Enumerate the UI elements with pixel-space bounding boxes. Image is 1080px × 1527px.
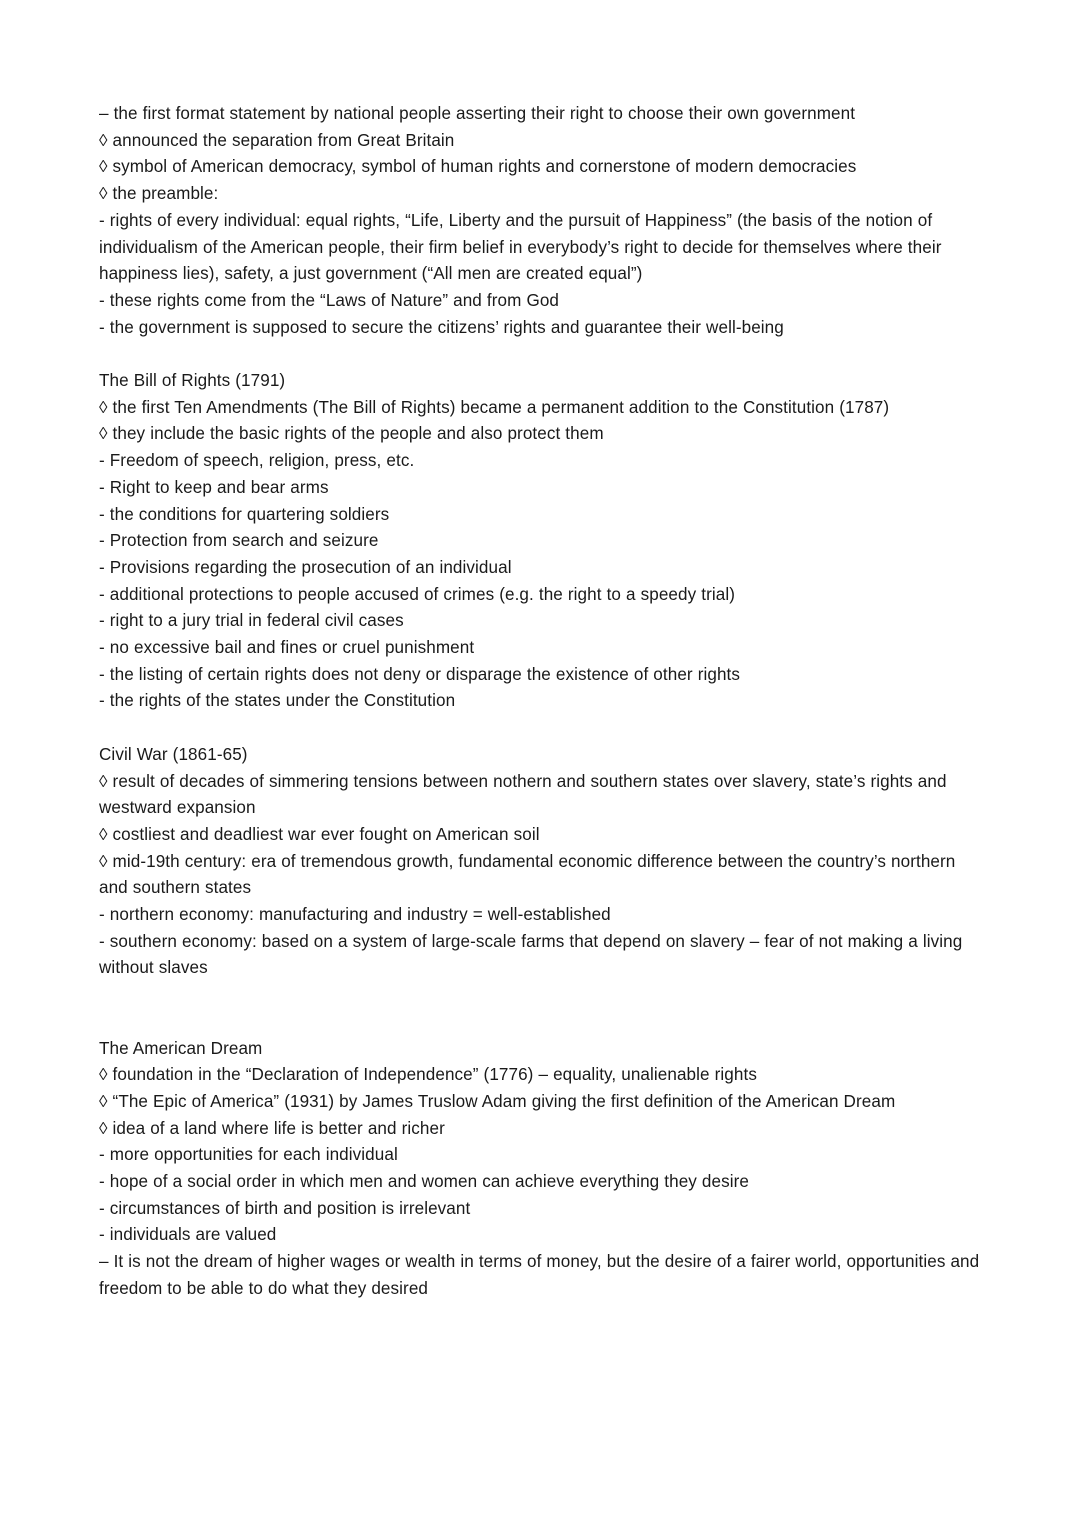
note-line: - circumstances of birth and position is irrelevant bbox=[99, 1198, 471, 1218]
note-line: - Freedom of speech, religion, press, etc. bbox=[99, 451, 415, 471]
section-spacer bbox=[99, 715, 981, 742]
section-heading: The Bill of Rights (1791) bbox=[99, 371, 286, 391]
note-line: - the conditions for quartering soldiers bbox=[99, 504, 390, 524]
note-line: ◊ mid-19th century: era of tremendous growth, fundamental economic difference between the country’s northern and southern states bbox=[99, 851, 961, 898]
note-line: ◊ they include the basic rights of the people and also protect them bbox=[99, 424, 604, 444]
note-line: ◊ the first Ten Amendments (The Bill of Rights) became a permanent addition to the Constitution (1787) bbox=[99, 397, 890, 417]
section-heading: The American Dream bbox=[99, 1038, 263, 1058]
note-line: – It is not the dream of higher wages or wealth in terms of money, but the desire of a fairer world, opportunities and freedom to be able to do what they desired bbox=[99, 1252, 985, 1298]
note-block-american-dream bbox=[99, 1036, 985, 1303]
note-line: – the first format statement by national people asserting their right to choose their own government bbox=[99, 104, 856, 123]
note-line: ◊ foundation in the “Declaration of Independence” (1776) – equality, unalienable rights bbox=[99, 1065, 757, 1085]
note-block-civil-war bbox=[99, 742, 981, 982]
note-line: - northern economy: manufacturing and industry = well-established bbox=[99, 905, 611, 925]
note-line: - the government is supposed to secure the citizens’ rights and guarantee their well-being bbox=[99, 317, 784, 337]
note-line: - the listing of certain rights does not deny or disparage the existence of other rights bbox=[99, 664, 741, 684]
note-line: - Right to keep and bear arms bbox=[99, 477, 329, 497]
note-line: ◊ the preamble: bbox=[99, 184, 219, 204]
section-spacer bbox=[99, 341, 981, 368]
note-line: ◊ symbol of American democracy, symbol of human rights and cornerstone of modern democracies bbox=[99, 157, 857, 177]
note-line: - individuals are valued bbox=[99, 1225, 277, 1245]
note-line: ◊ announced the separation from Great Britain bbox=[99, 130, 455, 150]
note-line: - more opportunities for each individual bbox=[99, 1145, 398, 1165]
note-line: - rights of every individual: equal rights, “Life, Liberty and the pursuit of Happiness” (the basis of the notion of individualism of the American people, their firm belief in everybody’s right to decide for themselves where their happiness lies), safety, a just government (“All men are created equal”) bbox=[99, 210, 947, 284]
note-line: - the rights of the states under the Constitution bbox=[99, 691, 456, 711]
notes-text-body bbox=[99, 101, 985, 1303]
section-spacer bbox=[99, 982, 981, 1035]
note-line: ◊ “The Epic of America” (1931) by James Truslow Adam giving the first definition of the American Dream bbox=[99, 1091, 896, 1111]
note-block-bill-of-rights bbox=[99, 368, 981, 715]
note-line: - right to a jury trial in federal civil cases bbox=[99, 611, 404, 631]
note-line: - no excessive bail and fines or cruel punishment bbox=[99, 638, 475, 658]
note-line: ◊ idea of a land where life is better and richer bbox=[99, 1118, 445, 1138]
note-line: - Protection from search and seizure bbox=[99, 531, 379, 551]
section-heading: Civil War (1861-65) bbox=[99, 744, 248, 764]
note-line: - additional protections to people accused of crimes (e.g. the right to a speedy trial) bbox=[99, 584, 735, 604]
note-line: - southern economy: based on a system of large-scale farms that depend on slavery – fear of not making a living without slaves bbox=[99, 931, 968, 978]
note-line: - these rights come from the “Laws of Nature” and from God bbox=[99, 290, 560, 310]
note-line: ◊ result of decades of simmering tensions between nothern and southern states over slavery, state’s rights and westward expansion bbox=[99, 771, 952, 818]
note-line: ◊ costliest and deadliest war ever fought on American soil bbox=[99, 824, 540, 844]
note-block-declaration-of-independence bbox=[99, 101, 981, 341]
note-line: - hope of a social order in which men and women can achieve everything they desire bbox=[99, 1172, 749, 1192]
note-line: - Provisions regarding the prosecution of an individual bbox=[99, 557, 512, 577]
